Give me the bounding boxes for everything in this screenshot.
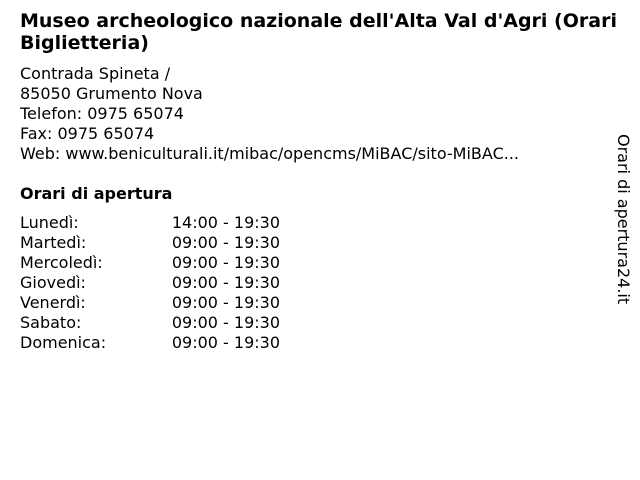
address-block bbox=[20, 64, 590, 164]
phone-number: Telefon: 0975 65074 bbox=[20, 104, 184, 123]
address-postal-city: 85050 Grumento Nova bbox=[20, 84, 203, 103]
hours-row-wednesday bbox=[20, 253, 280, 273]
hours-row-thursday bbox=[20, 273, 280, 293]
time-range: 14:00 - 19:30 bbox=[171, 213, 280, 232]
day-label: Mercoledì: bbox=[20, 253, 103, 272]
day-label: Sabato: bbox=[20, 313, 82, 332]
fax-number: Fax: 0975 65074 bbox=[20, 124, 155, 143]
page-title: Museo archeologico nazionale dell'Alta Val d'Agri (Orari Biglietteria) bbox=[20, 10, 617, 54]
opening-hours-heading: Orari di apertura bbox=[20, 184, 173, 203]
time-range: 09:00 - 19:30 bbox=[171, 273, 280, 292]
day-label: Martedì: bbox=[20, 233, 87, 252]
day-label: Domenica: bbox=[20, 333, 107, 352]
time-range: 09:00 - 19:30 bbox=[171, 333, 280, 352]
day-label: Lunedì: bbox=[20, 213, 79, 232]
day-label: Venerdì: bbox=[20, 293, 86, 312]
website-link[interactable]: Web: www.beniculturali.it/mibac/opencms/MiBAC/sito-MiBAC... bbox=[20, 144, 519, 163]
day-label: Giovedì: bbox=[20, 273, 86, 292]
hours-row-tuesday bbox=[20, 233, 280, 253]
site-watermark: Orari di apertura24.it bbox=[614, 134, 633, 305]
hours-row-sunday bbox=[20, 333, 280, 353]
hours-row-friday bbox=[20, 293, 280, 313]
time-range: 09:00 - 19:30 bbox=[171, 313, 280, 332]
address-street: Contrada Spineta / bbox=[20, 64, 171, 83]
opening-hours-table bbox=[20, 213, 280, 353]
hours-row-monday bbox=[20, 213, 280, 233]
time-range: 09:00 - 19:30 bbox=[171, 233, 280, 252]
time-range: 09:00 - 19:30 bbox=[171, 293, 280, 312]
hours-row-saturday bbox=[20, 313, 280, 333]
time-range: 09:00 - 19:30 bbox=[171, 253, 280, 272]
